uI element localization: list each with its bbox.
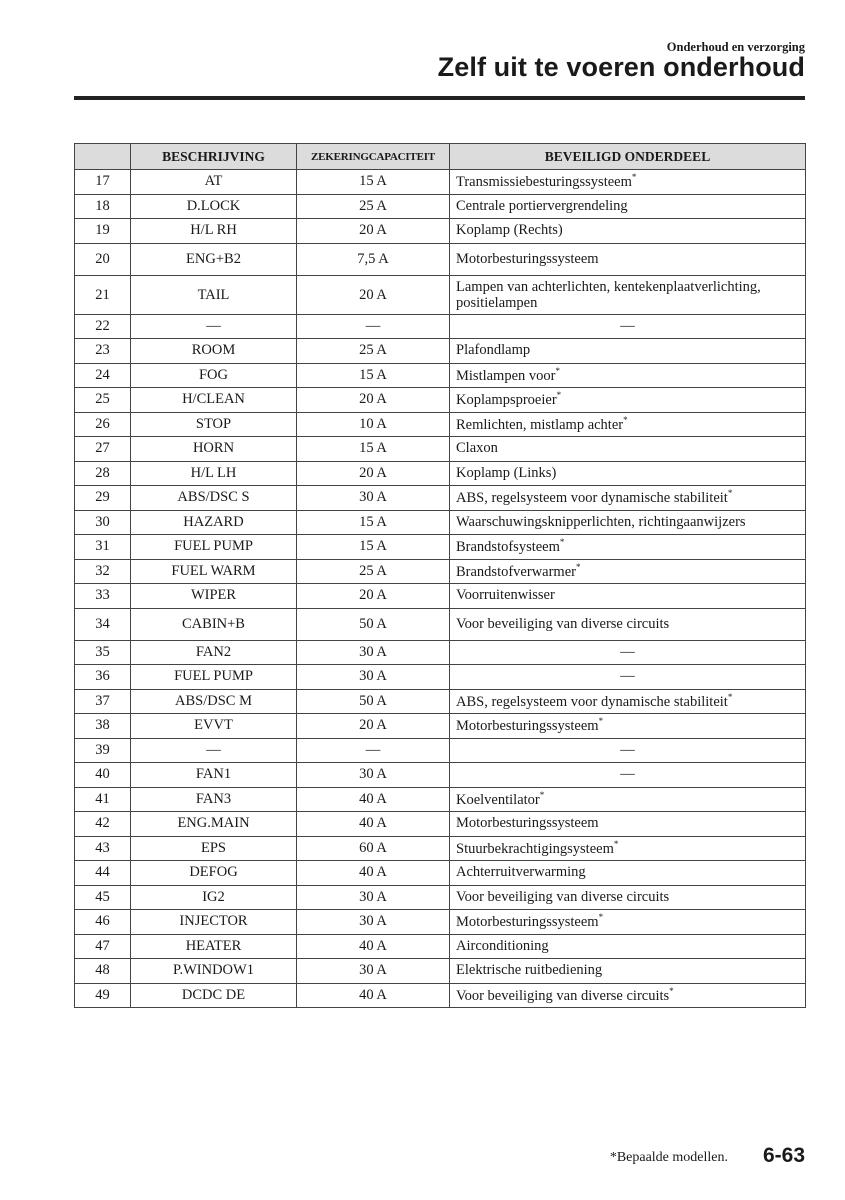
- fuse-capacity-cell: 50 A: [297, 689, 450, 714]
- table-row: [75, 388, 806, 413]
- fuse-capacity-cell: 20 A: [297, 714, 450, 739]
- fuse-number-cell: 23: [75, 339, 131, 364]
- page-number: 6-63: [762, 1144, 805, 1167]
- footnote-marker: *: [598, 716, 604, 727]
- fuse-capacity-cell: 20 A: [297, 584, 450, 609]
- fuse-number-cell: 39: [75, 738, 131, 763]
- table-row: [75, 412, 806, 437]
- protected-part-cell: Achterruitverwarming: [450, 861, 806, 886]
- protected-part-cell: Stuurbekrachtigingsysteem*: [450, 836, 806, 861]
- fuse-description-cell: TAIL: [131, 275, 297, 314]
- fuse-capacity-cell: 30 A: [297, 910, 450, 935]
- protected-part-cell: Claxon: [450, 437, 806, 462]
- fuse-description-cell: ENG.MAIN: [131, 812, 297, 837]
- fuse-description-cell: AT: [131, 170, 297, 195]
- fuse-capacity-cell: 20 A: [297, 219, 450, 244]
- protected-part-cell: Transmissiebesturingssysteem*: [450, 170, 806, 195]
- table-row: [75, 170, 806, 195]
- fuse-number-cell: 25: [75, 388, 131, 413]
- table-row: [75, 640, 806, 665]
- protected-part-cell: Centrale portiervergrendeling: [450, 194, 806, 219]
- fuse-capacity-cell: 15 A: [297, 170, 450, 195]
- table-row: [75, 535, 806, 560]
- fuse-capacity-cell: —: [297, 314, 450, 339]
- fuse-capacity-cell: 50 A: [297, 608, 450, 640]
- footnote-marker: *: [631, 172, 637, 183]
- footnote-marker: *: [556, 390, 562, 401]
- protected-part-cell: Koplampsproeier*: [450, 388, 806, 413]
- table-row: [75, 194, 806, 219]
- table-row: [75, 275, 806, 314]
- fuse-description-cell: INJECTOR: [131, 910, 297, 935]
- fuse-capacity-cell: 15 A: [297, 535, 450, 560]
- footnote-marker: *: [669, 985, 674, 996]
- table-row: [75, 437, 806, 462]
- fuse-number-cell: 32: [75, 559, 131, 584]
- fuse-number-cell: 44: [75, 861, 131, 886]
- protected-part-cell: ABS, regelsysteem voor dynamische stabiliteit*: [450, 486, 806, 511]
- table-row: [75, 559, 806, 584]
- fuse-capacity-cell: 30 A: [297, 640, 450, 665]
- fuse-number-cell: 38: [75, 714, 131, 739]
- fuse-description-cell: EPS: [131, 836, 297, 861]
- fuse-number-cell: 27: [75, 437, 131, 462]
- fuse-description-cell: DCDC DE: [131, 983, 297, 1008]
- fuse-description-cell: FUEL WARM: [131, 559, 297, 584]
- fuse-capacity-cell: 10 A: [297, 412, 450, 437]
- fuse-description-cell: HORN: [131, 437, 297, 462]
- column-header-protected-part: BEVEILIGD ONDERDEEL: [450, 144, 806, 170]
- protected-part-cell: Mistlampen voor*: [450, 363, 806, 388]
- fuse-number-cell: 31: [75, 535, 131, 560]
- fuse-number-cell: 49: [75, 983, 131, 1008]
- fuse-description-cell: STOP: [131, 412, 297, 437]
- footnote-marker: *: [539, 789, 545, 800]
- fuse-capacity-cell: 30 A: [297, 763, 450, 788]
- fuse-capacity-cell: 15 A: [297, 363, 450, 388]
- fuse-description-cell: D.LOCK: [131, 194, 297, 219]
- fuse-description-cell: H/CLEAN: [131, 388, 297, 413]
- footnote-marker: *: [575, 561, 581, 572]
- footnote-marker: *: [613, 838, 619, 849]
- fuse-capacity-cell: 20 A: [297, 388, 450, 413]
- fuse-number-cell: 43: [75, 836, 131, 861]
- protected-part-cell: Motorbesturingssysteem*: [450, 910, 806, 935]
- table-row: [75, 885, 806, 910]
- fuse-capacity-cell: 20 A: [297, 275, 450, 314]
- fuse-capacity-cell: 40 A: [297, 861, 450, 886]
- table-row: [75, 836, 806, 861]
- protected-part-cell: Motorbesturingssysteem: [450, 812, 806, 837]
- fuse-capacity-cell: 15 A: [297, 510, 450, 535]
- table-row: [75, 861, 806, 886]
- table-row: [75, 219, 806, 244]
- fuse-number-cell: 26: [75, 412, 131, 437]
- fuse-description-cell: ABS/DSC M: [131, 689, 297, 714]
- fuse-description-cell: FOG: [131, 363, 297, 388]
- page-title: Zelf uit te voeren onderhoud: [437, 52, 805, 82]
- table-row: [75, 510, 806, 535]
- fuse-number-cell: 17: [75, 170, 131, 195]
- protected-part-cell: Voor beveiliging van diverse circuits: [450, 885, 806, 910]
- protected-part-cell: ABS, regelsysteem voor dynamische stabiliteit*: [450, 689, 806, 714]
- fuse-number-cell: 19: [75, 219, 131, 244]
- protected-part-cell: Koplamp (Links): [450, 461, 806, 486]
- fuse-number-cell: 34: [75, 608, 131, 640]
- fuse-capacity-cell: 40 A: [297, 812, 450, 837]
- protected-part-cell: —: [450, 763, 806, 788]
- protected-part-cell: —: [450, 314, 806, 339]
- fuse-capacity-cell: 60 A: [297, 836, 450, 861]
- protected-part-cell: Koplamp (Rechts): [450, 219, 806, 244]
- table-row: [75, 608, 806, 640]
- fuse-description-cell: HAZARD: [131, 510, 297, 535]
- fuse-number-cell: 45: [75, 885, 131, 910]
- protected-part-cell: Voor beveiliging van diverse circuits*: [450, 983, 806, 1008]
- fuse-capacity-cell: 20 A: [297, 461, 450, 486]
- footnote-marker: *: [727, 488, 733, 499]
- table-row: [75, 363, 806, 388]
- fuse-capacity-cell: 15 A: [297, 437, 450, 462]
- protected-part-cell: Airconditioning: [450, 934, 806, 959]
- table-row: [75, 665, 806, 690]
- fuse-number-cell: 42: [75, 812, 131, 837]
- fuse-description-cell: HEATER: [131, 934, 297, 959]
- fuse-capacity-cell: 25 A: [297, 559, 450, 584]
- fuse-capacity-cell: 30 A: [297, 665, 450, 690]
- table-row: [75, 689, 806, 714]
- protected-part-cell: Brandstofverwarmer*: [450, 559, 806, 584]
- fuse-capacity-cell: 30 A: [297, 959, 450, 984]
- fuse-number-cell: 30: [75, 510, 131, 535]
- protected-part-cell: Brandstofsysteem*: [450, 535, 806, 560]
- fuse-number-cell: 22: [75, 314, 131, 339]
- table-header-row: [75, 144, 806, 170]
- fuse-number-cell: 41: [75, 787, 131, 812]
- fuse-description-cell: IG2: [131, 885, 297, 910]
- fuse-number-cell: 33: [75, 584, 131, 609]
- table-row: [75, 934, 806, 959]
- protected-part-cell: Plafondlamp: [450, 339, 806, 364]
- fuse-capacity-cell: 30 A: [297, 486, 450, 511]
- table-row: [75, 910, 806, 935]
- column-header-number: [75, 144, 131, 170]
- footnote-marker: *: [727, 691, 733, 702]
- fuse-number-cell: 37: [75, 689, 131, 714]
- fuse-number-cell: 20: [75, 243, 131, 275]
- protected-part-cell: Elektrische ruitbediening: [450, 959, 806, 984]
- title-rule: [74, 96, 805, 100]
- fuse-capacity-cell: 40 A: [297, 983, 450, 1008]
- footnote-marker: *: [559, 537, 565, 548]
- table-row: [75, 314, 806, 339]
- table-row: [75, 787, 806, 812]
- fuse-description-cell: ROOM: [131, 339, 297, 364]
- section-heading: Onderhoud en verzorging: [666, 40, 805, 54]
- protected-part-cell: Koelventilator*: [450, 787, 806, 812]
- fuse-description-cell: H/L LH: [131, 461, 297, 486]
- fuse-description-cell: FUEL PUMP: [131, 535, 297, 560]
- fuse-description-cell: FAN3: [131, 787, 297, 812]
- fuse-description-cell: CABIN+B: [131, 608, 297, 640]
- table-row: [75, 461, 806, 486]
- fuse-description-cell: H/L RH: [131, 219, 297, 244]
- table-row: [75, 983, 806, 1008]
- table-row: [75, 243, 806, 275]
- fuse-number-cell: 46: [75, 910, 131, 935]
- fuse-description-cell: EVVT: [131, 714, 297, 739]
- protected-part-cell: Remlichten, mistlamp achter*: [450, 412, 806, 437]
- protected-part-cell: Waarschuwingsknipperlichten, richtingaanwijzers: [450, 510, 806, 535]
- fuse-number-cell: 18: [75, 194, 131, 219]
- footnote-marker: *: [598, 912, 604, 923]
- fuse-capacity-cell: —: [297, 738, 450, 763]
- table-row: [75, 738, 806, 763]
- protected-part-cell: Motorbesturingssysteem: [450, 243, 806, 275]
- fuse-number-cell: 35: [75, 640, 131, 665]
- fuse-description-cell: FAN1: [131, 763, 297, 788]
- fuse-number-cell: 29: [75, 486, 131, 511]
- protected-part-cell: Motorbesturingssysteem*: [450, 714, 806, 739]
- column-header-capacity: ZEKERINGCAPACITEIT: [297, 144, 450, 170]
- fuse-description-cell: DEFOG: [131, 861, 297, 886]
- table-row: [75, 714, 806, 739]
- table-row: [75, 486, 806, 511]
- fuse-capacity-cell: 30 A: [297, 885, 450, 910]
- column-header-description: BESCHRIJVING: [131, 144, 297, 170]
- fuse-description-cell: FUEL PUMP: [131, 665, 297, 690]
- protected-part-cell: —: [450, 665, 806, 690]
- fuse-description-cell: P.WINDOW1: [131, 959, 297, 984]
- table-row: [75, 339, 806, 364]
- table-row: [75, 763, 806, 788]
- table-row: [75, 584, 806, 609]
- fuse-number-cell: 21: [75, 275, 131, 314]
- fuse-description-cell: —: [131, 314, 297, 339]
- protected-part-cell: —: [450, 738, 806, 763]
- fuse-number-cell: 24: [75, 363, 131, 388]
- footnote-marker: *: [555, 365, 560, 376]
- footnote-marker: *: [623, 414, 628, 425]
- fuse-capacity-cell: 25 A: [297, 194, 450, 219]
- fuse-description-cell: —: [131, 738, 297, 763]
- fuse-description-cell: ENG+B2: [131, 243, 297, 275]
- protected-part-cell: Voor beveiliging van diverse circuits: [450, 608, 806, 640]
- fuse-number-cell: 47: [75, 934, 131, 959]
- fuse-description-cell: WIPER: [131, 584, 297, 609]
- footnote: *Bepaalde modellen.: [609, 1150, 728, 1165]
- fuse-capacity-cell: 25 A: [297, 339, 450, 364]
- fuse-number-cell: 40: [75, 763, 131, 788]
- protected-part-cell: Lampen van achterlichten, kentekenplaatverlichting, positielampen: [450, 275, 806, 314]
- fuse-number-cell: 48: [75, 959, 131, 984]
- fuse-table: [74, 143, 806, 1008]
- table-row: [75, 812, 806, 837]
- fuse-capacity-cell: 40 A: [297, 787, 450, 812]
- fuse-table-body: [75, 170, 806, 1008]
- table-row: [75, 959, 806, 984]
- fuse-description-cell: ABS/DSC S: [131, 486, 297, 511]
- fuse-number-cell: 28: [75, 461, 131, 486]
- fuse-capacity-cell: 40 A: [297, 934, 450, 959]
- protected-part-cell: Voorruitenwisser: [450, 584, 806, 609]
- protected-part-cell: —: [450, 640, 806, 665]
- fuse-number-cell: 36: [75, 665, 131, 690]
- fuse-description-cell: FAN2: [131, 640, 297, 665]
- fuse-capacity-cell: 7,5 A: [297, 243, 450, 275]
